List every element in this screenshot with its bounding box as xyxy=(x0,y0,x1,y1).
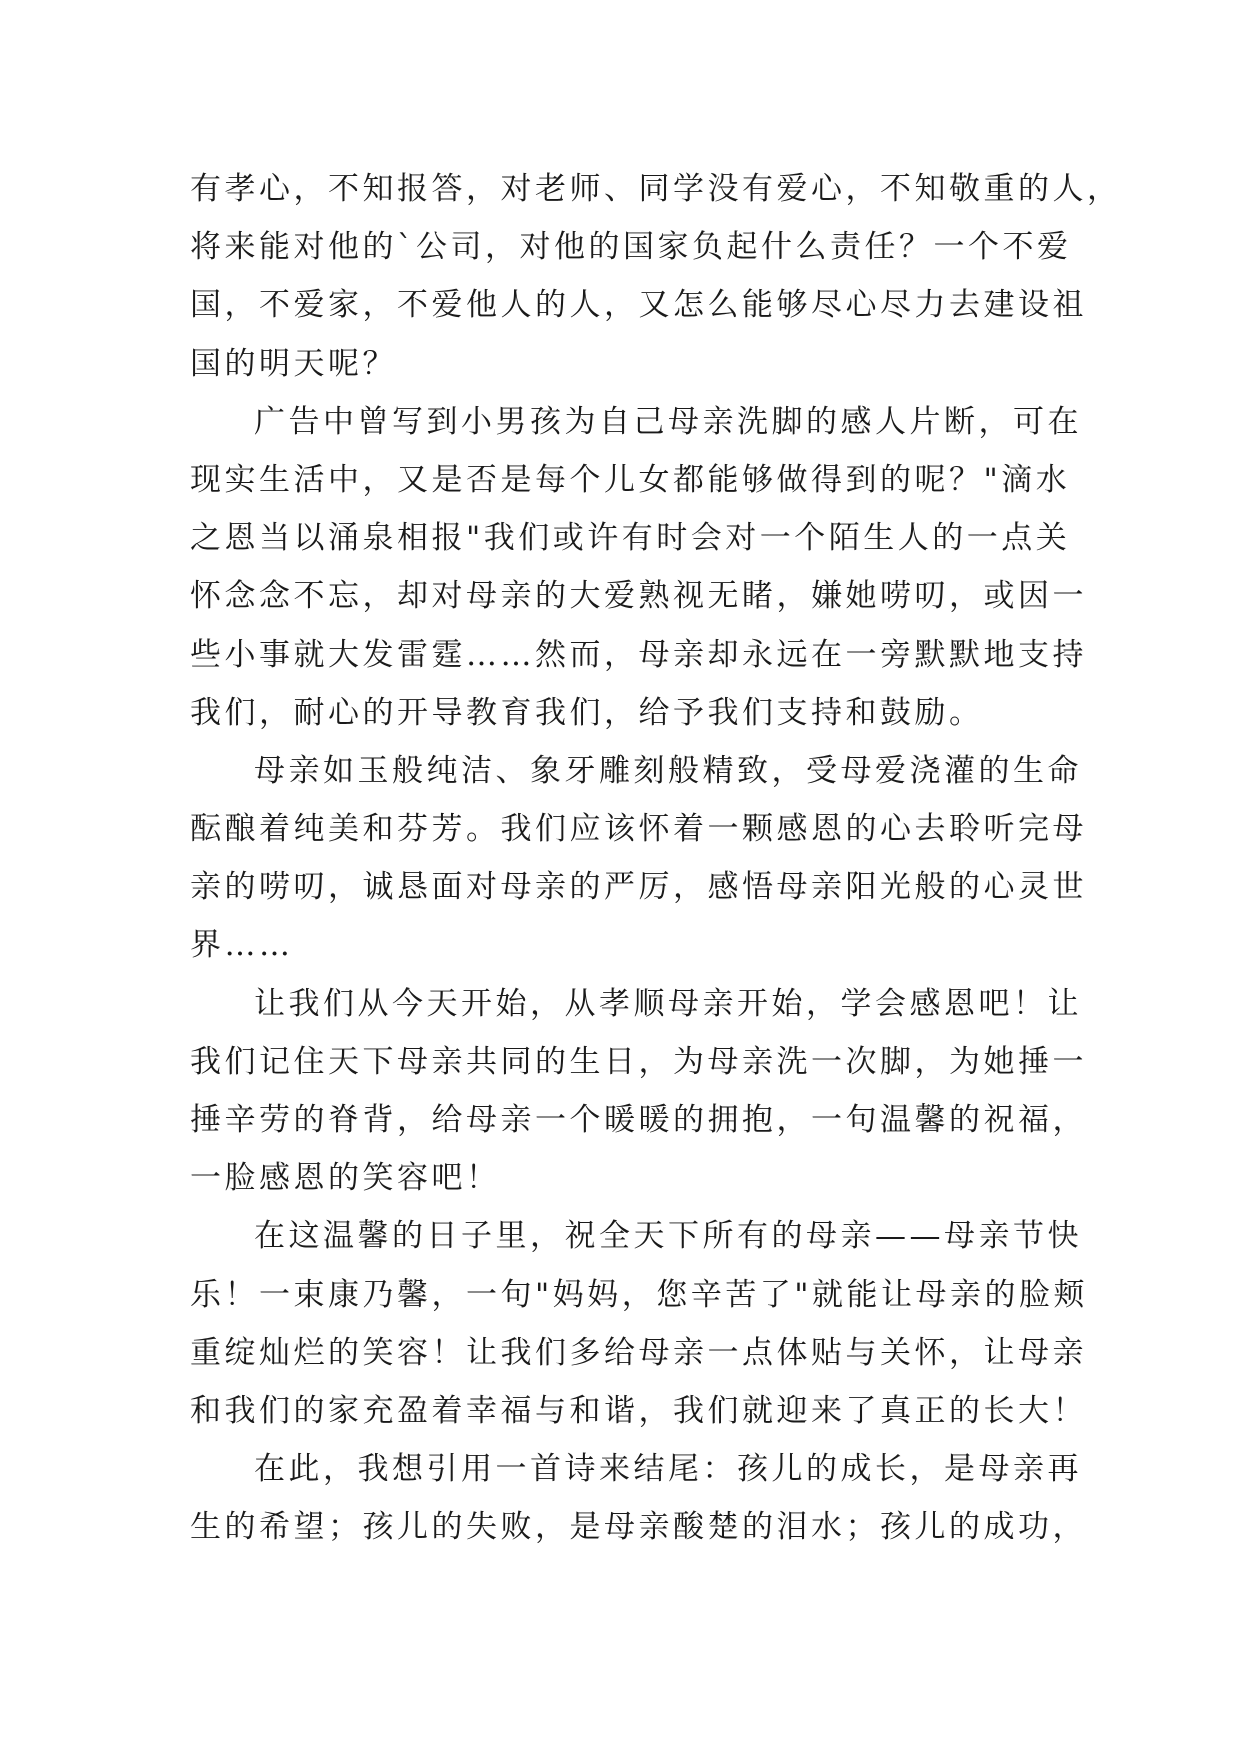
body-text xyxy=(190,160,1122,1557)
text-line: 怀念念不忘，却对母亲的大爱熟视无睹，嫌她唠叨，或因一 xyxy=(190,578,1087,615)
text-line: 捶辛劳的脊背，给母亲一个暖暖的拥抱，一句温馨的祝福， xyxy=(190,1102,1087,1138)
paragraph-first-line: 在此，我想引用一首诗来结尾：孩儿的成长，是母亲再 xyxy=(254,1451,1082,1488)
text-line: 一脸感恩的笑容吧！ xyxy=(190,1160,501,1197)
text-line: 酝酿着纯美和芬芳。我们应该怀着一颗感恩的心去聆听完母 xyxy=(190,811,1087,848)
text-line: 生的希望；孩儿的失败，是母亲酸楚的泪水；孩儿的成功， xyxy=(190,1509,1087,1546)
text-line: 有孝心，不知报答，对老师、同学没有爱心，不知敬重的人， xyxy=(190,171,1122,207)
text-line: 重绽灿烂的笑容！让我们多给母亲一点体贴与关怀，让母亲 xyxy=(190,1334,1087,1371)
text-line: 我们，耐心的开导教育我们，给予我们支持和鼓励。 xyxy=(190,694,984,731)
text-line: 之恩当以涌泉相报"我们或许有时会对一个陌生人的一点关 xyxy=(190,520,1071,557)
text-line: 我们记住天下母亲共同的生日，为母亲洗一次脚，为她捶一 xyxy=(190,1043,1087,1080)
paragraph-first-line: 在这温馨的日子里，祝全天下所有的母亲——母亲节快 xyxy=(254,1218,1082,1255)
text-line: 将来能对他的`公司，对他的国家负起什么责任？一个不爱 xyxy=(190,229,1072,266)
text-line: 现实生活中，又是否是每个儿女都能够做得到的呢？"滴水 xyxy=(190,461,1071,498)
text-line: 亲的唠叨，诚恳面对母亲的严厉，感悟母亲阳光般的心灵世 xyxy=(190,869,1087,906)
text-line: 界…… xyxy=(190,927,294,964)
paragraph-first-line: 让我们从今天开始，从孝顺母亲开始，学会感恩吧！让 xyxy=(254,985,1082,1022)
paragraph-first-line: 广告中曾写到小男孩为自己母亲洗脚的感人片断，可在 xyxy=(254,403,1082,440)
text-line: 乐！一束康乃馨，一句"妈妈，您辛苦了"就能让母亲的脸颊 xyxy=(190,1276,1089,1313)
text-line: 些小事就大发雷霆……然而，母亲却永远在一旁默默地支持 xyxy=(190,636,1087,673)
text-line: 和我们的家充盈着幸福与和谐，我们就迎来了真正的长大！ xyxy=(190,1392,1087,1429)
text-line: 国的明天呢？ xyxy=(190,345,397,382)
paragraph-first-line: 母亲如玉般纯洁、象牙雕刻般精致，受母爱浇灌的生命 xyxy=(254,752,1082,789)
text-line: 国，不爱家，不爱他人的人，又怎么能够尽心尽力去建设祖 xyxy=(190,287,1087,324)
